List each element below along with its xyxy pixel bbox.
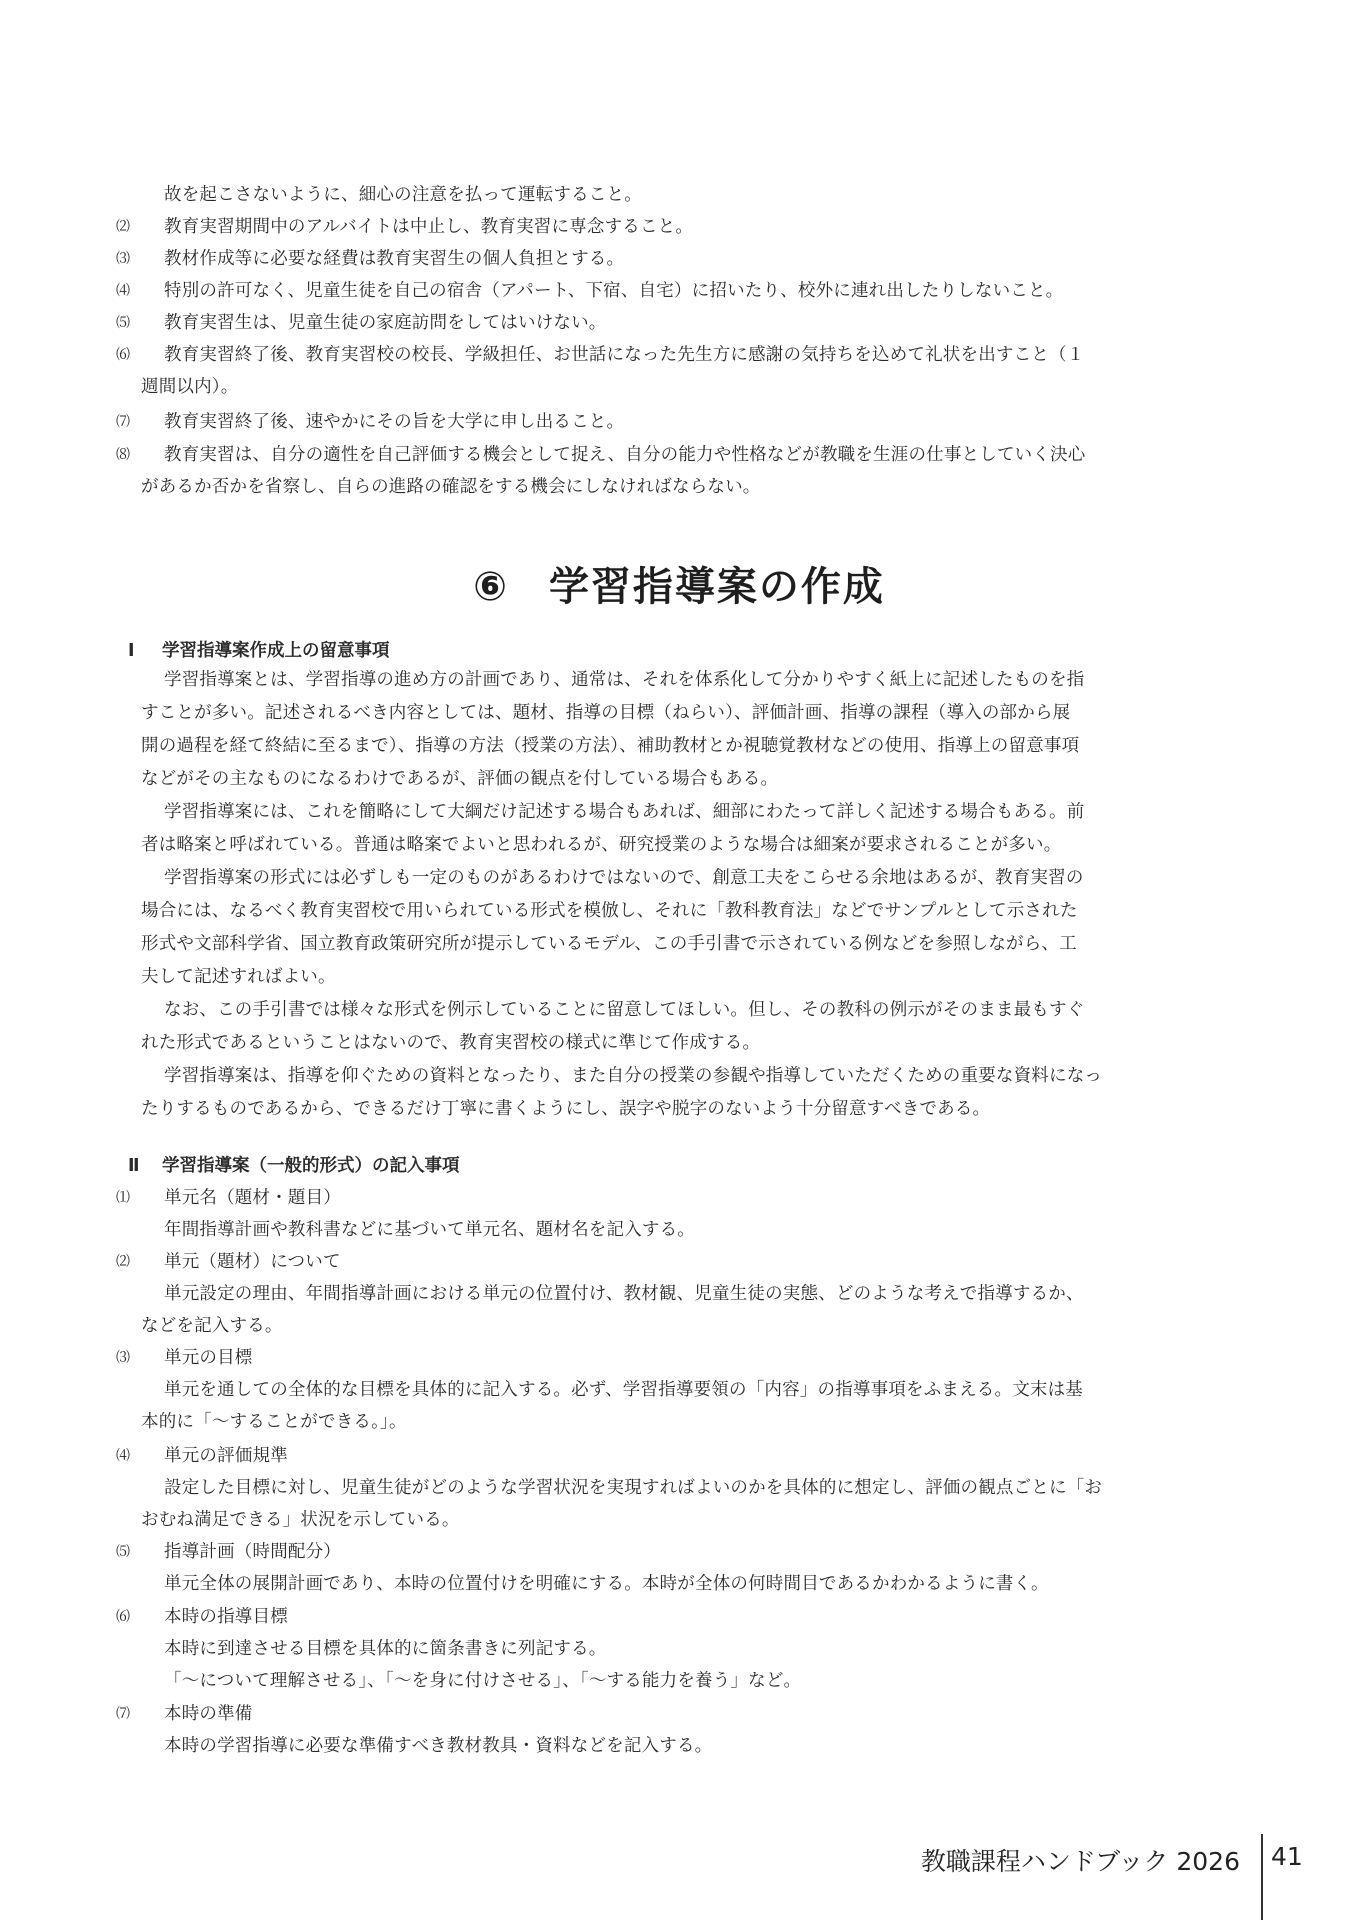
section-heading [0, 555, 1358, 612]
item-line: 単元設定の理由、年間指導計画における単元の位置付け、教材観、児童生徒の実態、どのような考えで指導するか、 [164, 1284, 1084, 1304]
list-item: 教育実習は、自分の適性を自己評価する機会として捉え、自分の能力や性格などが教職を生涯の仕事としていく決心 [164, 445, 1086, 465]
item-title: 単元の評価規準 [164, 1446, 288, 1466]
item-line: 「～について理解させる」、「～を身に付けさせる」、「～する能力を養う」など。 [164, 1671, 802, 1691]
paragraph-line: 学習指導案には、これを簡略にして大綱だけ記述する場合もあれば、細部にわたって詳しく記述する場合もある。前 [164, 802, 1085, 822]
subsection-title: 学習指導案作成上の留意事項 [162, 641, 390, 661]
list-number: ⑹ [116, 347, 130, 363]
item-number: ⑷ [116, 1448, 130, 1464]
page-number: 41 [1271, 1842, 1303, 1871]
item-line: 本時の学習指導に必要な準備すべき教材教具・資料などを記入する。 [164, 1736, 713, 1756]
footer-divider [1261, 1834, 1263, 1920]
list-number: ⑷ [116, 283, 130, 299]
item-line: 設定した目標に対し、児童生徒がどのような学習状況を実現すればよいのかを具体的に想定し、評価の観点ごとに「お [164, 1478, 1103, 1498]
paragraph-line: たりするものであるから、できるだけ丁寧に書くようにし、誤字や脱字のないよう十分留意すべきである。 [141, 1099, 991, 1119]
paragraph-line: 学習指導案とは、学習指導の進め方の計画であり、通常は、それを体系化して分かりやすく紙上に記述したものを指 [164, 670, 1085, 690]
paragraph-line: などがその主なものになるわけであるが、評価の観点を付している場合もある。 [141, 769, 779, 789]
subsection-roman: Ⅰ [128, 641, 135, 661]
paragraph-line: 場合には、なるべく教育実習校で用いられている形式を模倣し、それに「教科教育法」などでサンプルとして示された [141, 901, 1078, 921]
item-line: などを記入する。 [141, 1316, 283, 1336]
list-item-continuation: があるか否かを省察し、自らの進路の確認をする機会にしなければならない。 [141, 477, 761, 497]
list-item: 教育実習生は、児童生徒の家庭訪問をしてはいけない。 [164, 313, 607, 333]
list-number: ⑺ [116, 414, 130, 430]
list-item: 教育実習期間中のアルバイトは中止し、教育実習に専念すること。 [164, 217, 694, 237]
item-title: 本時の準備 [164, 1704, 253, 1724]
section-title: 学習指導案の作成 [548, 564, 885, 610]
subsection-title: 学習指導案（一般的形式）の記入事項 [162, 1156, 460, 1176]
item-line: おむね満足できる」状況を示している。 [141, 1510, 460, 1530]
section-number: ⑥ [473, 564, 509, 610]
subsection-heading [128, 1154, 460, 1178]
item-number: ⑺ [116, 1706, 130, 1722]
list-item: 教育実習終了後、教育実習校の校長、学級担任、お世話になった先生方に感謝の気持ちを込めて礼状を出すこと（１ [164, 345, 1085, 365]
list-item: 特別の許可なく、児童生徒を自己の宿舎（アパート、下宿、自宅）に招いたり、校外に連れ出したりしないこと。 [164, 281, 1064, 301]
item-title: 単元の目標 [164, 1348, 253, 1368]
footer-title: 教職課程ハンドブック 2026 [920, 1847, 1240, 1876]
item-number: ⑵ [116, 1254, 130, 1270]
paragraph-line: 開の過程を経て終結に至るまで）、指導の方法（授業の方法）、補助教材とか視聴覚教材などの使用、指導上の留意事項 [141, 736, 1080, 756]
item-line: 単元全体の展開計画であり、本時の位置付けを明確にする。本時が全体の何時間目であるかわかるように書く。 [164, 1574, 1049, 1594]
item-line: 単元を通しての全体的な目標を具体的に記入する。必ず、学習指導要領の「内容」の指導事項をふまえる。文末は基 [164, 1380, 1083, 1400]
item-number: ⑸ [116, 1544, 130, 1560]
paragraph-line: れた形式であるということはないので、教育実習校の様式に準じて作成する。 [141, 1033, 761, 1053]
paragraph-line: 学習指導案は、指導を仰ぐための資料となったり、また自分の授業の参観や指導していただくための重要な資料になっ [164, 1066, 1103, 1086]
item-number: ⑴ [116, 1190, 130, 1206]
list-number: ⑶ [116, 251, 130, 267]
subsection-heading [128, 639, 390, 663]
item-number: ⑹ [116, 1609, 130, 1625]
paragraph-line: 学習指導案の形式には必ずしも一定のものがあるわけではないので、創意工夫をこらせる余地はあるが、教育実習の [164, 868, 1084, 888]
item-line: 本的に「～することができる。」。 [141, 1412, 407, 1432]
item-number: ⑶ [116, 1350, 130, 1366]
item-line: 本時に到達させる目標を具体的に箇条書きに列記する。 [164, 1639, 607, 1659]
item-title: 指導計画（時間配分） [164, 1542, 341, 1562]
list-number: ⑵ [116, 219, 130, 235]
subsection-roman: Ⅱ [128, 1156, 140, 1176]
item-line: 年間指導計画や教科書などに基づいて単元名、題材名を記入する。 [164, 1220, 695, 1240]
paragraph-line: 形式や文部科学省、国立教育政策研究所が提示しているモデル、この手引書で示されている例などを参照しながら、工 [141, 934, 1077, 954]
paragraph-line: すことが多い。記述されるべき内容としては、題材、指導の目標（ねらい）、評価計画、指導の課程（導入の部から展 [141, 703, 1071, 723]
item-title: 単元名（題材・題目） [164, 1188, 341, 1208]
paragraph-line: なお、この手引書では様々な形式を例示していることに留意してほしい。但し、その教科の例示がそのまま最もすぐ [164, 1000, 1085, 1020]
item-title: 単元（題材）について [164, 1252, 341, 1272]
list-item-continuation: 週間以内）。 [141, 377, 239, 397]
list-number: ⑸ [116, 315, 130, 331]
list-number: ⑻ [116, 447, 130, 463]
paragraph-line: 夫して記述すればよい。 [141, 967, 336, 987]
item-title: 本時の指導目標 [164, 1607, 288, 1627]
list-item-continuation: 故を起こさないように、細心の注意を払って運転すること。 [164, 185, 642, 205]
list-item: 教育実習終了後、速やかにその旨を大学に申し出ること。 [164, 412, 625, 432]
paragraph-line: 者は略案と呼ばれている。普通は略案でよいと思われるが、研究授業のような場合は細案が要求されることが多い。 [141, 835, 1062, 855]
list-item: 教材作成等に必要な経費は教育実習生の個人負担とする。 [164, 249, 625, 269]
